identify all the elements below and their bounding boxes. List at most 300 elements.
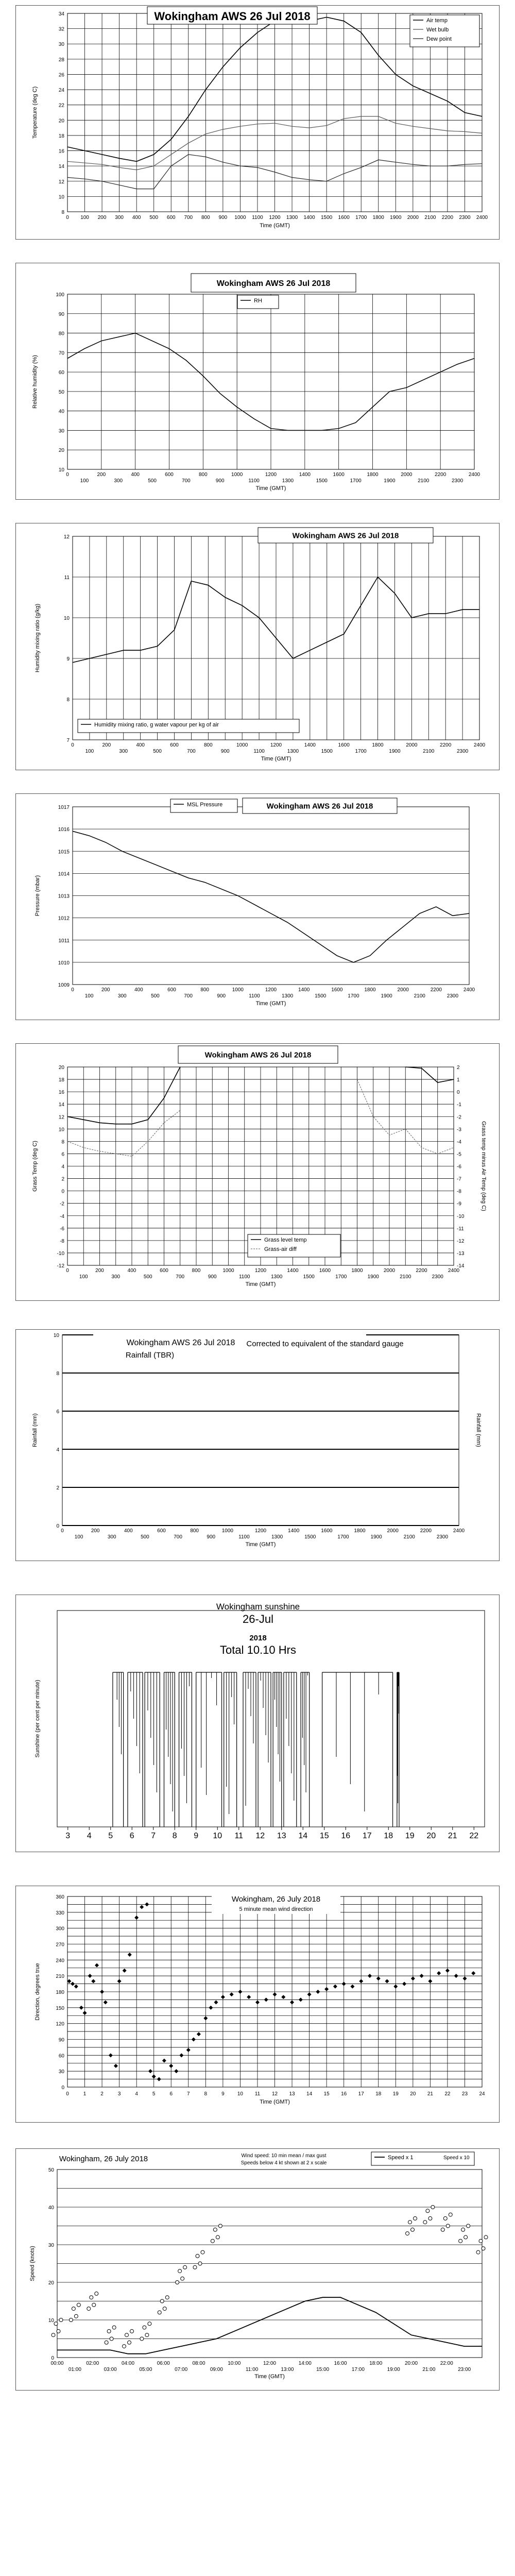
y-tick-label: 150 [56,2005,64,2011]
x-axis-label: Time (GMT) [255,485,286,492]
gust-point [163,2307,166,2311]
direction-point [290,2001,294,2005]
x-tick-label: 1000 [236,742,248,748]
y-tick-label: 50 [48,2167,54,2173]
x-tick-label: 800 [192,1268,201,1274]
gust-point [414,2216,417,2220]
y2-axis-label: Rainfall (mm) [475,1413,482,1447]
y-tick-label: 24 [58,88,64,94]
direction-point [342,1982,346,1986]
x-tick-label: 13:00 [281,2367,294,2372]
x-tick-label: 2 [100,2091,104,2097]
y2-tick-label: 0 [457,1090,460,1096]
x-tick-label: 2200 [435,472,447,478]
gust-point [198,2262,202,2265]
direction-point [91,1979,95,1983]
y-tick-label: -4 [60,1213,64,1219]
x-tick-label: 1200 [270,742,282,748]
x-tick-label: 100 [80,215,89,221]
y-tick-label: 300 [56,1926,64,1932]
y-tick-label: 10 [58,194,64,200]
gust-point [176,2281,179,2284]
y-tick-label: 10 [53,1333,59,1338]
x-tick-label: 900 [218,215,228,221]
x-tick-label: 500 [151,993,160,999]
x-tick-label: 100 [84,993,94,999]
x-tick-label: 2200 [430,987,442,993]
x-tick-label: 21:00 [422,2367,436,2372]
x-axis-label: Time (GMT) [260,223,290,229]
y-tick-label: 10 [58,1127,64,1133]
x-tick-label: 1900 [389,749,401,754]
gust-point [107,2329,111,2333]
x-tick-label: 1900 [381,993,392,999]
x-tick-label: 8 [172,1832,177,1840]
x-tick-label: 1700 [335,1274,347,1280]
x-tick-label: 1100 [248,478,260,484]
x-tick-label: 2000 [401,472,413,478]
direction-point [169,2064,173,2068]
x-tick-label: 600 [165,472,174,478]
x-tick-label: 18 [375,2091,382,2097]
x-tick-label: 16 [341,2091,347,2097]
gust-point [476,2250,480,2254]
direction-point [192,2038,196,2042]
x-tick-label: 17:00 [351,2367,365,2372]
direction-point [368,1974,372,1978]
gust-point [213,2228,217,2231]
x-tick-label: 8 [204,2091,208,2097]
x-tick-label: 1300 [282,478,294,484]
x-tick-label: 500 [143,1274,152,1280]
y-tick-label: 20 [58,448,64,454]
gust-point [408,2221,412,2224]
x-tick-label: 10:00 [228,2361,241,2366]
direction-point [157,2077,161,2081]
direction-point [148,2069,152,2073]
y-tick-label: 0 [56,1523,59,1529]
gust-point [74,2314,78,2318]
y-tick-label: -10 [57,1250,64,1257]
direction-point [230,1992,234,1996]
x-tick-label: 2300 [459,215,471,221]
x-tick-label: 15 [323,2091,330,2097]
y-axis-label: Rainfall (mm) [32,1413,38,1447]
wind-speed-chart [16,2149,499,2390]
x-tick-label: 1900 [367,1274,379,1280]
x-tick-label: 800 [200,987,210,993]
x-tick-label: 800 [201,215,210,221]
y-tick-label: 180 [56,1990,64,1995]
y-tick-label: 6 [56,1409,59,1415]
x-axis-label: Time (GMT) [255,1001,286,1007]
x-tick-label: 22 [469,1832,479,1840]
gust-point [482,2247,485,2250]
temperature-chart [16,6,499,239]
x-tick-label: 1300 [287,749,299,754]
x-axis-label: Time (GMT) [260,2099,290,2105]
x-tick-label: 22 [444,2091,451,2097]
x-tick-label: 1800 [367,472,379,478]
x-tick-label: 2400 [453,1528,465,1534]
direction-point [238,1990,242,1994]
x-tick-label: 300 [107,1534,116,1540]
direction-point [264,1997,268,2002]
gust-point [211,2239,214,2243]
chart-subtitle-2: Speeds below 4 kt shown at 2 x scale [241,2160,327,2166]
x-tick-label: 19:00 [387,2367,400,2372]
gust-point [95,2292,98,2295]
direction-point [134,1916,139,1920]
gust-point [110,2337,113,2341]
y-tick-label: 2 [61,1176,64,1182]
x-tick-label: 200 [101,987,110,993]
x-tick-label: 17 [358,2091,364,2097]
chart-date: 26-Jul [243,1613,273,1625]
direction-point [67,1979,71,1983]
gust-point [112,2326,116,2329]
gust-point [59,2318,63,2322]
direction-point [140,1905,144,1909]
x-tick-label: 23 [461,2091,468,2097]
y-tick-label: 12 [58,179,64,185]
x-tick-label: 300 [111,1274,121,1280]
x-tick-label: 500 [141,1534,149,1540]
x-tick-label: 2100 [424,215,436,221]
x-tick-label: 600 [157,1528,166,1534]
legend-entry: Speed x 1 [388,2155,414,2161]
y-tick-label: 6 [61,1151,64,1158]
x-tick-label: 2100 [400,1274,411,1280]
x-tick-label: 2300 [436,1534,449,1540]
x-tick-label: 2300 [447,993,459,999]
x-tick-label: 05:00 [139,2367,152,2372]
y-tick-label: 90 [58,311,64,317]
gust-point [464,2235,468,2239]
y-tick-label: 30 [58,2069,64,2075]
direction-point [109,2053,113,2057]
series-line-speed-x1 [57,2297,482,2354]
x-tick-label: 06:00 [157,2361,170,2366]
x-axis-label: Time (GMT) [254,2374,285,2380]
x-tick-label: 2000 [407,215,419,221]
x-tick-label: 800 [190,1528,199,1534]
x-tick-label: 2200 [420,1528,432,1534]
y-axis-label: Humidity mixing ratio (g/kg) [35,603,41,673]
x-tick-label: 1100 [253,749,265,754]
direction-point [221,1995,225,1999]
x-tick-label: 400 [136,742,145,748]
y2-tick-label: -14 [457,1263,465,1269]
x-tick-label: 24 [479,2091,485,2097]
gust-point [183,2265,187,2269]
x-tick-label: 1500 [321,749,333,754]
gust-point [123,2345,126,2348]
x-tick-label: 2100 [418,478,430,484]
x-tick-label: 1500 [304,1534,316,1540]
y-tick-label: 30 [58,42,64,48]
y-tick-label: 90 [58,2037,64,2043]
direction-point [273,1992,277,1996]
x-axis-label: Time (GMT) [245,1281,276,1287]
y2-tick-label: -9 [457,1201,461,1207]
x-tick-label: 22:00 [440,2361,453,2366]
x-tick-label: 4 [135,2091,138,2097]
gust-point [140,2337,144,2341]
chart-subtitle: Wind speed: 10 min mean / max gust [241,2153,327,2159]
y-tick-label: 10 [48,2318,54,2324]
direction-point [197,2032,201,2036]
x-tick-label: 07:00 [175,2367,188,2372]
x-tick-label: 700 [184,215,193,221]
legend-entry: Air temp [426,18,448,24]
x-tick-label: 2000 [397,987,409,993]
x-tick-label: 1700 [355,215,367,221]
x-tick-label: 9 [221,2091,225,2097]
y-tick-label: 1010 [58,960,70,966]
x-tick-label: 1500 [303,1274,315,1280]
legend-entry: Wet bulb [426,27,449,33]
x-tick-label: 11 [234,1832,244,1840]
x-tick-label: 1400 [304,742,316,748]
x-tick-label: 20:00 [404,2361,418,2366]
x-tick-label: 700 [182,478,191,484]
x-tick-label: 1000 [232,987,244,993]
x-tick-label: 100 [74,1534,83,1540]
y-tick-label: 8 [56,1371,59,1377]
direction-point [350,1985,354,1989]
y2-tick-label: -13 [457,1250,465,1257]
gust-point [54,2322,58,2326]
direction-point [209,2006,213,2010]
y-axis-label: Sunshine (per cent per minute) [35,1680,41,1758]
grass-temp-chart-panel [15,1043,500,1301]
chart-year: 2018 [249,1634,267,1642]
x-tick-label: 1300 [271,1274,283,1280]
mixing-ratio-chart-panel [15,523,500,770]
direction-point [281,1995,285,1999]
gust-point [128,2341,131,2344]
x-tick-label: 21 [448,1832,457,1840]
sunshine-chart-panel [15,1595,500,1852]
x-tick-label: 1600 [333,472,345,478]
x-tick-label: 20 [426,1832,436,1840]
x-tick-label: 2000 [387,1528,399,1534]
y2-tick-label: -6 [457,1164,461,1170]
direction-point [359,1979,363,1983]
x-tick-label: 600 [170,742,179,748]
y-tick-label: 4 [56,1447,59,1453]
x-tick-label: 2100 [423,749,435,754]
x-tick-label: 1 [83,2091,87,2097]
rainfall-chart-panel [15,1329,500,1561]
direction-point [100,1990,104,1994]
y-tick-label: 32 [58,26,64,32]
x-tick-label: 18 [384,1832,393,1840]
y-tick-label: 50 [58,389,64,395]
x-tick-label: 13 [277,1832,286,1840]
x-tick-label: 0 [66,215,69,221]
y-tick-label: 0 [51,2355,54,2361]
x-tick-label: 1600 [338,215,350,221]
gust-point [181,2277,184,2280]
gust-point [160,2299,164,2303]
y-tick-label: 40 [48,2205,54,2211]
y2-tick-label: -8 [457,1189,461,1195]
chart-title: Wokingham AWS 26 Jul 2018 [292,531,399,540]
y-tick-label: 1014 [58,871,70,877]
x-tick-label: 2300 [456,749,469,754]
x-tick-label: 900 [208,1274,217,1280]
x-tick-label: 400 [124,1528,133,1534]
direction-point [104,2001,108,2005]
y-tick-label: 30 [58,428,64,434]
x-tick-label: 1400 [287,1268,299,1274]
x-tick-label: 1500 [316,478,328,484]
x-axis-label: Time (GMT) [245,1541,276,1548]
y-tick-label: 22 [58,103,64,109]
x-tick-label: 1200 [254,1268,267,1274]
x-tick-label: 1400 [303,215,315,221]
gust-point [426,2209,430,2213]
gust-point [479,2239,483,2243]
y-tick-label: 210 [56,1974,64,1980]
x-tick-label: 700 [176,1274,185,1280]
x-tick-label: 2200 [416,1268,427,1274]
y2-tick-label: -11 [457,1226,464,1232]
x-tick-label: 10 [213,1832,222,1840]
x-tick-label: 14:00 [298,2361,312,2366]
wind-direction-chart-panel [15,1886,500,2123]
y-tick-label: 1009 [58,982,70,988]
x-tick-label: 1100 [249,993,260,999]
y-axis-label: Temperature (deg C) [32,86,38,139]
x-tick-label: 1100 [238,1534,250,1540]
x-tick-label: 16:00 [334,2361,347,2366]
direction-point [123,1969,127,1973]
pressure-chart-panel [15,793,500,1020]
y-tick-label: 360 [56,1894,64,1900]
x-tick-label: 200 [95,1268,104,1274]
x-tick-label: 09:00 [210,2367,223,2372]
x-tick-label: 1000 [231,472,243,478]
x-tick-label: 200 [97,472,106,478]
x-tick-label: 2100 [414,993,425,999]
x-tick-label: 15:00 [316,2367,330,2372]
legend-entry: Speed x 10 [443,2155,470,2161]
x-tick-label: 600 [166,215,176,221]
chart-title: Wokingham AWS 26 Jul 2018 [204,1050,312,1060]
y2-tick-label: -4 [457,1139,461,1145]
gust-point [216,2235,219,2239]
x-tick-label: 1000 [234,215,246,221]
x-tick-label: 3 [117,2091,121,2097]
x-tick-label: 400 [131,472,140,478]
x-tick-label: 7 [187,2091,190,2097]
gust-point [57,2329,60,2333]
y-tick-label: 100 [56,292,64,298]
x-tick-label: 9 [194,1832,199,1840]
x-tick-label: 0 [66,1268,69,1274]
x-tick-label: 800 [198,472,208,478]
y-tick-label: 240 [56,1958,64,1964]
y-tick-label: 10 [63,616,70,621]
x-tick-label: 400 [127,1268,136,1274]
gust-point [218,2224,222,2228]
y-tick-label: 16 [58,1090,64,1096]
y-tick-label: 8 [61,210,64,215]
x-axis-label: Time (GMT) [261,756,291,762]
y2-tick-label: -5 [457,1151,461,1158]
x-tick-label: 3 [65,1832,71,1840]
x-tick-label: 400 [134,987,143,993]
x-tick-label: 600 [160,1268,168,1274]
direction-point [299,1997,303,2002]
direction-point [324,1987,329,1991]
direction-point [454,1974,458,1978]
y-tick-label: 1017 [58,805,70,810]
x-tick-label: 14 [298,1832,308,1840]
x-tick-label: 1500 [321,215,333,221]
x-tick-label: 2200 [441,215,454,221]
x-tick-label: 1600 [338,742,350,748]
x-tick-label: 1300 [286,215,298,221]
x-tick-label: 400 [132,215,141,221]
direction-point [95,1963,99,1968]
chart-subtitle: 5 minute mean wind direction [239,1906,313,1912]
x-tick-label: 15 [319,1832,329,1840]
x-tick-label: 2000 [383,1268,396,1274]
gust-point [201,2250,204,2254]
direction-point [114,2064,118,2068]
chart-title: Wokingham AWS 26 Jul 2018 [154,10,311,23]
chart-title: Wokingham AWS 26 Jul 2018 [216,279,331,288]
x-tick-label: 1800 [354,1528,366,1534]
direction-point [247,1995,251,1999]
gust-point [428,2216,432,2220]
direction-point [79,2006,83,2010]
x-tick-label: 200 [91,1528,100,1534]
x-tick-label: 100 [80,478,89,484]
gust-point [69,2318,73,2322]
chart-title: Wokingham, 26 July 2018 [59,2155,148,2163]
y2-tick-label: -3 [457,1127,461,1133]
x-tick-label: 12:00 [263,2361,277,2366]
y-tick-label: 2 [56,1485,59,1491]
chart-title: Wokingham sunshine [216,1602,300,1612]
y-axis-label: Grass Temp (deg C) [32,1141,38,1192]
x-tick-label: 2400 [448,1268,460,1274]
gust-point [158,2311,161,2314]
x-tick-label: 04:00 [121,2361,135,2366]
x-tick-label: 4 [87,1832,92,1840]
x-tick-label: 1400 [288,1528,300,1534]
y-tick-label: 12 [63,534,70,540]
x-tick-label: 02:00 [86,2361,99,2366]
direction-point [393,1985,398,1989]
y2-tick-label: -10 [457,1213,465,1219]
x-tick-label: 1600 [319,1268,331,1274]
x-tick-label: 14 [306,2091,313,2097]
y-tick-label: 14 [58,1102,64,1108]
y2-tick-label: 2 [457,1065,460,1071]
x-tick-label: 300 [114,478,123,484]
y2-axis-label: Grass temp minus Air Temp (deg C) [480,1121,487,1211]
legend-entry: Humidity mixing ratio, g water vapour per kg of air [94,722,219,728]
y-tick-label: 0 [61,2085,64,2091]
gust-point [484,2235,488,2239]
x-tick-label: 1900 [390,215,402,221]
